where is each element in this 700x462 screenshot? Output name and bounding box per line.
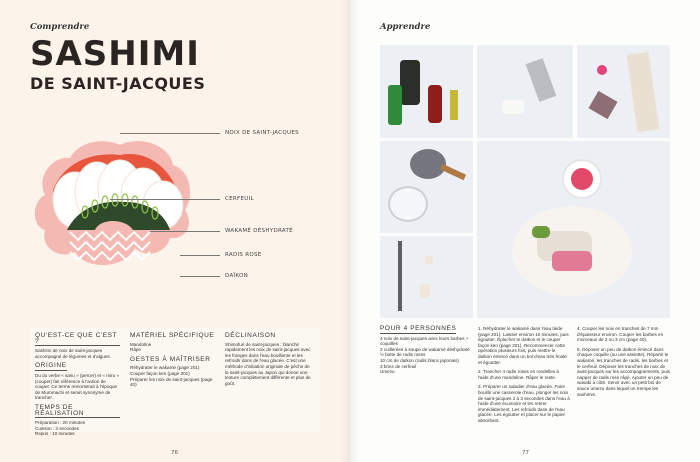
servings-heading: POUR 4 PERSONNES [380,325,457,332]
page-number: 77 [522,450,529,456]
ingredients-column [380,326,470,375]
photo-radish-mandoline [577,45,670,138]
ingredient-item: 2 cuillerées à soupe de wakamé déshydraté [380,346,470,352]
diagram-label: RADIS ROSE [225,252,262,258]
step: 3. Préparer un saladier d'eau glacée. Faire bouillir une casserole d'eau, plonger les noix de saint-jacques 2 à 3 secondes dans l'eau à l'aide d'une écumoire et les retirer immédiatement. Les refroidir dans de l'eau glacée. Les égoutter et placer sur le papier absorbant. [478,384,570,423]
leader-line [180,276,220,277]
right-page [350,0,700,462]
time-line: Cuisson : 3 secondes [35,425,79,431]
time-heading: TEMPS DE RÉALISATION [35,405,120,418]
variation-heading: DÉCLINAISON [225,332,276,339]
skills-heading: GESTES À MAÎTRISER [130,355,211,363]
photo-ingredients [380,45,473,138]
page-subtitle: DE SAINT-JACQUES [30,74,206,93]
leader-line [120,133,220,134]
skill-line: Préparer les noix de saint-jacques (page 40) [130,376,213,388]
what-heading: QU'EST-CE QUE C'EST ? [35,333,120,346]
skill-line: Couper façon ken (page 201) [130,370,190,376]
page-title: SASHIMI [30,34,200,74]
what-text: Sashimi de noix de saint-jacques accompagné de légumes et d'algues. [35,348,111,359]
step: 1. Réhydrater le wakamé dans l'eau tiède (page 201). Laisser environ 10 minutes, puis égoutter. Éplucher le daïkon et le couper façon ken (page 201). Recommencer cette opération plusieurs fois, puis mettre le daïkon émincé dans un bol d'eau très froide et égoutter. [478,326,569,365]
page-number: 76 [171,450,178,456]
step: 5. Déposer un peu de daïkon émincé dans chaque coquille (ou une assiette). Répartir le wakamé, les tranches de radis, les barbes et le cerfeuil. Déposer les tranches de noix de saint-jacques sur les accompagnements, puis napper de radis rose râpé. Ajouter un peu de wasabi à côté. Servir avec un petit bol de sauce umezu dans lequel on trempe les sashimis. [577,346,670,397]
step: 2. Trancher 4 radis roses en rondelles à l'aide d'une mandoline. Râper le reste. [478,369,559,380]
steps-column-1 [478,326,570,428]
equipment-heading: MATÉRIEL SPÉCIFIQUE [130,332,215,339]
step: 4. Couper les noix en tranches de 7 mm d'épaisseur environ. Couper les barbes en morceaux de 2 ou 3 cm (page 40). [577,326,664,343]
section-label: Apprendre [380,22,431,32]
section-label: Comprendre [30,22,90,32]
info-column-1 [35,333,120,437]
ingredient-item: ½ botte de radis roses [380,352,426,358]
leader-line [110,199,220,200]
diagram-label: DAÏKON [225,273,249,279]
photo-daikon-grater [477,45,573,138]
time-line: Repos : 10 minutes [35,431,75,437]
ingredient-item: 4 noix de saint-jacques avec leurs barbes + coquilles [380,335,469,347]
leader-line [150,231,220,232]
info-column-3 [225,333,313,386]
sashimi-illustration [25,130,205,280]
diagram-label: CERFEUIL [225,196,254,202]
photo-finished-dish [477,141,670,318]
ingredient-item: 10 cm de daïkon (radis blanc japonais) [380,357,459,363]
ingredient-item: 3 brins de cerfeuil [380,363,417,369]
time-line: Préparation : 20 minutes [35,420,86,426]
steps-column-2 [577,326,671,401]
ingredient-item: Umezu [380,369,395,375]
origin-text: Du du verbe « sasu » (percer) et « miru » (couper) fait référence à l'action de couper. Ce terme remonterait à l'époque de Muromachi et serait synonyme de trancher. [35,372,120,401]
diagram-label: NOIX DE SAINT-JACQUES [225,130,299,136]
book-gutter [340,0,360,462]
photo-pan-ice-bath [380,141,473,233]
diagram-label: WAKAMÉ DÉSHYDRATÉ [225,228,293,234]
origin-heading: ORIGINE [35,362,67,370]
info-column-2 [130,333,215,388]
leader-line [180,255,220,256]
skill-line: Réhydrater le wakamé (page 201) [130,365,200,371]
photo-knife-scallops [380,236,473,318]
equipment-line: Râpe [130,347,141,353]
info-box [30,328,320,437]
equipment-line: Mandoline [130,341,152,347]
variation-text: Shimofuri de saint-jacques : blanchir rapidement les noix de saint-jacques avec les franges dans l'eau bouillante et les refroidir dans de l'eau glacée. C'est une méthode d'initiation originale de pêche de la saint-jacques au Japon qui donne une texture complètement différente et plus de goût. [225,341,311,386]
